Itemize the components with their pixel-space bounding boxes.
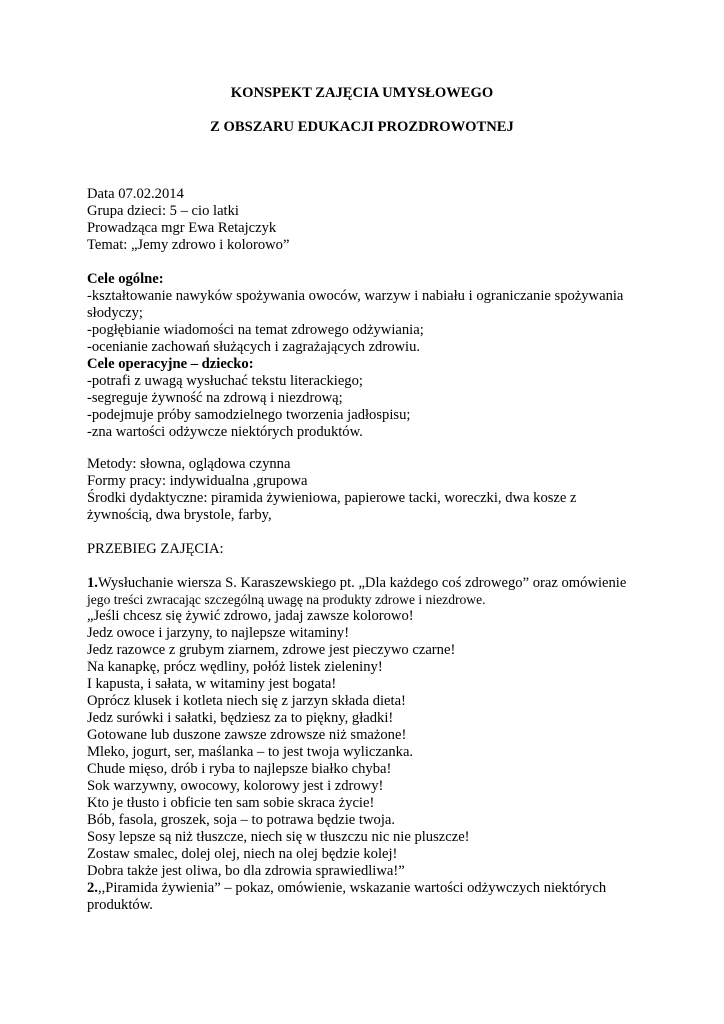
topic-line: Temat: „Jemy zdrowo i kolorowo” xyxy=(87,237,290,253)
group-line: Grupa dzieci: 5 – cio latki xyxy=(87,203,239,219)
course-heading-block xyxy=(87,541,647,558)
step-2-text: ,,Piramida żywienia” – pokaz, omówienie, wskazanie wartości odżywczych niektórych xyxy=(97,880,607,896)
operational-goal-item: -podejmuje próby samodzielnego tworzenia jadłospisu; xyxy=(87,407,411,423)
poem-line: Zostaw smalec, dolej olej, niech na olej będzie kolej! xyxy=(87,846,398,862)
general-goal-item: -kształtowanie nawyków spożywania owoców, warzyw i nabiału i ograniczanie spożywania xyxy=(87,288,624,304)
methods-line: Metody: słowna, oglądowa czynna xyxy=(87,456,291,472)
operational-goal-item: -potrafi z uwagą wysłuchać tekstu literackiego; xyxy=(87,373,363,389)
step-1-line-1 xyxy=(87,575,647,592)
date-line: Data 07.02.2014 xyxy=(87,186,184,202)
poem-line: I kapusta, i sałata, w witaminy jest bogata! xyxy=(87,676,337,692)
step-1-number: 1. xyxy=(87,575,98,591)
info-block xyxy=(87,186,647,254)
step-1-line-2: jego treści zwracając szczególną uwagę na produkty zdrowe i niezdrowe. xyxy=(87,592,486,607)
poem-line: Kto je tłusto i obficie ten sam sobie skraca życie! xyxy=(87,795,375,811)
course-heading: PRZEBIEG ZAJĘCIA: xyxy=(87,541,224,557)
poem-line: Gotowane lub duszone zawsze zdrowsze niż smażone! xyxy=(87,727,407,743)
poem-line: Sok warzywny, owocowy, kolorowy jest i zdrowy! xyxy=(87,778,384,794)
teaching-aids-line-2: żywnością, dwa brystole, farby, xyxy=(87,507,272,523)
poem-line: „Jeśli chcesz się żywić zdrowo, jadaj zawsze kolorowo! xyxy=(87,608,414,624)
poem-line: Jedz surówki i sałatki, będziesz za to piękny, gładki! xyxy=(87,710,394,726)
step-2-line-2: produktów. xyxy=(87,897,153,913)
document-title-line-1: KONSPEKT ZAJĘCIA UMYSŁOWEGO xyxy=(230,85,494,101)
poem-line: Na kanapkę, prócz wędliny, połóż listek zieleniny! xyxy=(87,659,383,675)
poem-line: Bób, fasola, groszek, soja – to potrawa będzie twoja. xyxy=(87,812,396,828)
poem-line: Chude mięso, drób i ryba to najlepsze białko chyba! xyxy=(87,761,392,777)
general-goals-heading: Cele ogólne: xyxy=(87,271,164,287)
poem-line: Sosy lepsze są niż tłuszcze, niech się w tłuszczu nic nie pluszcze! xyxy=(87,829,470,845)
step-2-line-1 xyxy=(87,880,647,897)
work-forms-line: Formy pracy: indywidualna ,grupowa xyxy=(87,473,308,489)
poem-line: Dobra także jest oliwa, bo dla zdrowia sprawiedliwa!” xyxy=(87,863,405,879)
poem-line: Oprócz klusek i kotleta niech się z jarzyn składa dieta! xyxy=(87,693,406,709)
general-goal-item: słodyczy; xyxy=(87,305,143,321)
teaching-aids-line-1: Środki dydaktyczne: piramida żywieniowa, papierowe tacki, woreczki, dwa kosze z xyxy=(87,490,577,506)
poem-line: Mleko, jogurt, ser, maślanka – to jest twoja wyliczanka. xyxy=(87,744,414,760)
document-title-line-2: Z OBSZARU EDUKACJI PROZDROWOTNEJ xyxy=(210,119,514,135)
step-2-number: 2. xyxy=(87,880,98,896)
operational-goals-heading: Cele operacyjne – dziecko: xyxy=(87,356,254,372)
general-goal-item: -ocenianie zachowań służących i zagrażających zdrowiu. xyxy=(87,339,421,355)
teacher-line: Prowadząca mgr Ewa Retajczyk xyxy=(87,220,277,236)
step-1-text: Wysłuchanie wiersza S. Karaszewskiego pt. „Dla każdego coś zdrowego” oraz omówienie xyxy=(97,575,627,591)
goals-block xyxy=(87,271,647,441)
methods-block xyxy=(87,456,647,524)
step-1-block xyxy=(87,575,647,914)
poem-line: Jedz owoce i jarzyny, to najlepsze witaminy! xyxy=(87,625,350,641)
operational-goal-item: -zna wartości odżywcze niektórych produktów. xyxy=(87,424,363,440)
poem-line: Jedz razowce z grubym ziarnem, zdrowe jest pieczywo czarne! xyxy=(87,642,456,658)
general-goal-item: -pogłębianie wiadomości na temat zdrowego odżywiania; xyxy=(87,322,424,338)
operational-goal-item: -segreguje żywność na zdrową i niezdrową; xyxy=(87,390,343,406)
